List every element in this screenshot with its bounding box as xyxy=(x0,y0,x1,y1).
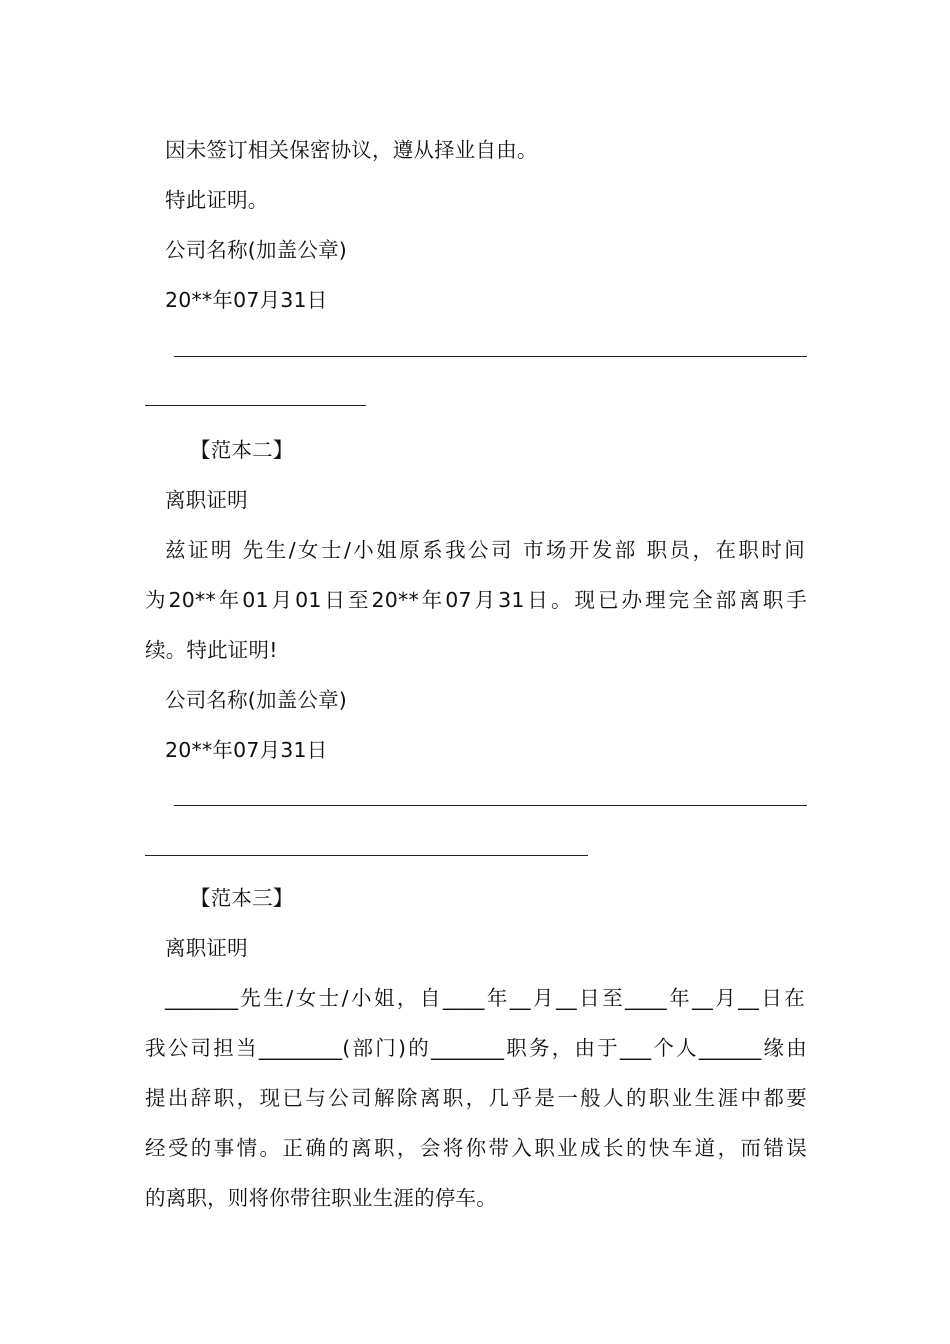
company-seal-line: 公司名称(加盖公章) xyxy=(165,238,347,262)
body-paragraph-line: _______先生/女士/小姐，自____年__月__日至____年__月__日在 xyxy=(165,986,805,1010)
separator-rule xyxy=(174,356,807,357)
date-line: 20**年07月31日 xyxy=(165,738,328,762)
separator-rule xyxy=(174,805,807,806)
body-paragraph-line: 经受的事情。正确的离职，会将你带入职业成长的快车道，而错误 xyxy=(145,1136,807,1160)
separator-rule-continuation xyxy=(145,405,366,406)
date-line: 20**年07月31日 xyxy=(165,288,328,312)
confidentiality-line: 因未签订相关保密协议，遵从择业自由。 xyxy=(165,138,538,162)
body-paragraph-line: 的离职，则将你带往职业生涯的停车。 xyxy=(145,1186,497,1210)
separator-rule-continuation xyxy=(145,855,588,856)
section-heading-template-3: 【范本三】 xyxy=(190,886,294,910)
document-title: 离职证明 xyxy=(165,488,248,512)
company-seal-line: 公司名称(加盖公章) xyxy=(165,688,347,712)
body-paragraph-line: 我公司担当________(部门)的_______职务，由于___个人______缘由 xyxy=(145,1036,807,1060)
section-heading-template-2: 【范本二】 xyxy=(190,438,294,462)
body-paragraph-line: 续。特此证明! xyxy=(145,638,278,662)
body-paragraph-line: 提出辞职，现已与公司解除离职，几乎是一般人的职业生涯中都要 xyxy=(145,1086,807,1110)
hereby-certify-line: 特此证明。 xyxy=(165,188,269,212)
body-paragraph-line: 兹证明 先生/女士/小姐原系我公司 市场开发部 职员，在职时间 xyxy=(165,538,805,562)
body-paragraph-line: 为20**年01月01日至20**年07月31日。现已办理完全部离职手 xyxy=(145,588,807,612)
document-title: 离职证明 xyxy=(165,936,248,960)
